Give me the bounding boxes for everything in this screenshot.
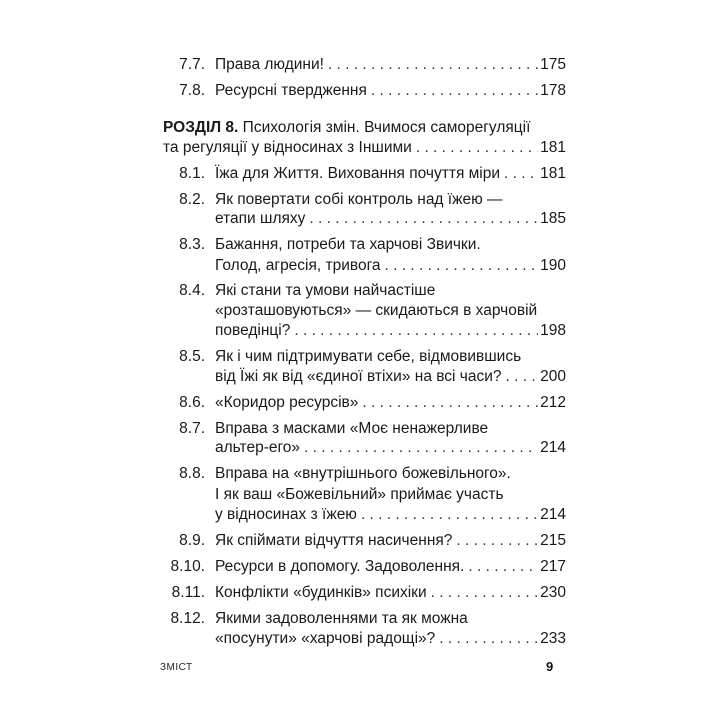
entry-page: 230: [540, 584, 566, 601]
dot-leader: [294, 320, 538, 342]
dot-leader: [371, 80, 538, 102]
entry-page: 214: [540, 439, 566, 456]
entry-title: Конфлікти «будинків» психіки: [215, 584, 427, 601]
entry-title: Голод, агресія, тривога: [215, 257, 381, 274]
entry-number: 7.8.: [179, 82, 205, 99]
toc-entry: [215, 80, 566, 102]
entry-number: 8.9.: [179, 532, 205, 549]
dot-leader: [416, 137, 538, 159]
entry-page: 200: [540, 368, 566, 385]
entry-title: Їжа для Життя. Виховання почуття міри: [215, 165, 501, 182]
entry-number: 8.11.: [171, 584, 205, 601]
entry-page: 198: [540, 322, 566, 339]
toc-entry: [215, 530, 566, 552]
toc-entry: [163, 137, 566, 159]
entry-number: 8.12.: [170, 610, 205, 627]
entry-title: Як спіймати відчуття насичення?: [215, 532, 453, 549]
entry-title: Як повертати собі контроль над їжею —: [215, 191, 503, 208]
entry-title: Вправа з масками «Моє ненажерливе: [215, 420, 489, 437]
dot-leader: [362, 392, 538, 414]
entry-number: 8.4.: [179, 282, 205, 299]
entry-title: Права людини!: [215, 56, 324, 73]
dot-leader: [304, 437, 538, 459]
dot-leader: [309, 208, 538, 230]
entry-title: поведінці?: [215, 322, 291, 339]
entry-number: 8.8.: [179, 465, 205, 482]
toc-entry: [215, 54, 566, 76]
entry-page: 181: [540, 139, 566, 156]
entry-title: етапи шляху: [215, 210, 306, 227]
dot-leader: [439, 628, 538, 650]
dot-leader: [361, 504, 538, 526]
toc-entry: [215, 163, 566, 185]
entry-number: 8.5.: [179, 348, 205, 365]
toc-entry: [215, 366, 566, 388]
toc-entry: [215, 628, 566, 650]
entry-title: від Їжі як від «єдиної втіхи» на всі часи?: [215, 368, 502, 385]
page-number: 9: [546, 659, 554, 674]
entry-number: 8.7.: [179, 420, 205, 437]
entry-title: Як і чим підтримувати себе, відмовившись: [215, 348, 522, 365]
entry-page: 233: [540, 630, 566, 647]
entry-title: І як ваш «Божевільний» приймає участь: [215, 486, 504, 503]
entry-number: 7.7.: [179, 56, 205, 73]
chapter-title-line2: та регуляції у відносинах з Іншими: [163, 139, 412, 156]
toc-entry: [215, 437, 566, 459]
dot-leader: [506, 366, 539, 388]
entry-number: 8.6.: [179, 394, 205, 411]
entry-number: 8.10.: [170, 558, 205, 575]
toc-entry: [215, 504, 566, 526]
dot-leader: [456, 530, 538, 552]
entry-page: 185: [540, 210, 566, 227]
dot-leader: [431, 582, 539, 604]
chapter-heading: [163, 117, 530, 139]
entry-page: 215: [540, 532, 566, 549]
entry-title: Якими задоволеннями та як можна: [215, 610, 468, 627]
entry-page: 190: [540, 257, 566, 274]
entry-title: «Коридор ресурсів»: [215, 394, 359, 411]
toc-entry: [215, 582, 566, 604]
entry-title: Бажання, потреби та харчові Звички.: [215, 236, 481, 253]
chapter-label: РОЗДІЛ 8.: [163, 119, 239, 136]
toc-entry: [215, 255, 566, 277]
entry-number: 8.3.: [179, 236, 205, 253]
dot-leader: [385, 255, 539, 277]
entry-title: «посунути» «харчові радощі»?: [215, 630, 436, 647]
entry-title: «розташовуються» — скидаються в харчовій: [215, 302, 538, 319]
entry-page: 181: [540, 165, 566, 182]
toc-entry: [215, 392, 566, 414]
entry-title: Вправа на «внутрішнього божевільного».: [215, 465, 511, 482]
entry-page: 217: [540, 558, 566, 575]
entry-title: у відносинах з їжею: [215, 506, 357, 523]
entry-title: Ресурси в допомогу. Задоволення.: [215, 558, 465, 575]
entry-title: Які стани та умови найчастіше: [215, 282, 436, 299]
entry-title: альтер-его»: [215, 439, 301, 456]
entry-number: 8.2.: [179, 191, 205, 208]
chapter-title-line1: Психологія змін. Вчимося саморегуляції: [242, 119, 531, 136]
entry-page: 178: [540, 82, 566, 99]
dot-leader: [468, 556, 538, 578]
entry-number: 8.1.: [179, 165, 205, 182]
running-footer-section: ЗМІСТ: [160, 662, 193, 673]
toc-entry: [215, 208, 566, 230]
entry-title: Ресурсні твердження: [215, 82, 367, 99]
entry-page: 175: [540, 56, 566, 73]
toc-entry: [215, 320, 566, 342]
dot-leader: [328, 54, 538, 76]
entry-page: 214: [540, 506, 566, 523]
entry-page: 212: [540, 394, 566, 411]
toc-entry: [215, 556, 566, 578]
dot-leader: [504, 163, 538, 185]
